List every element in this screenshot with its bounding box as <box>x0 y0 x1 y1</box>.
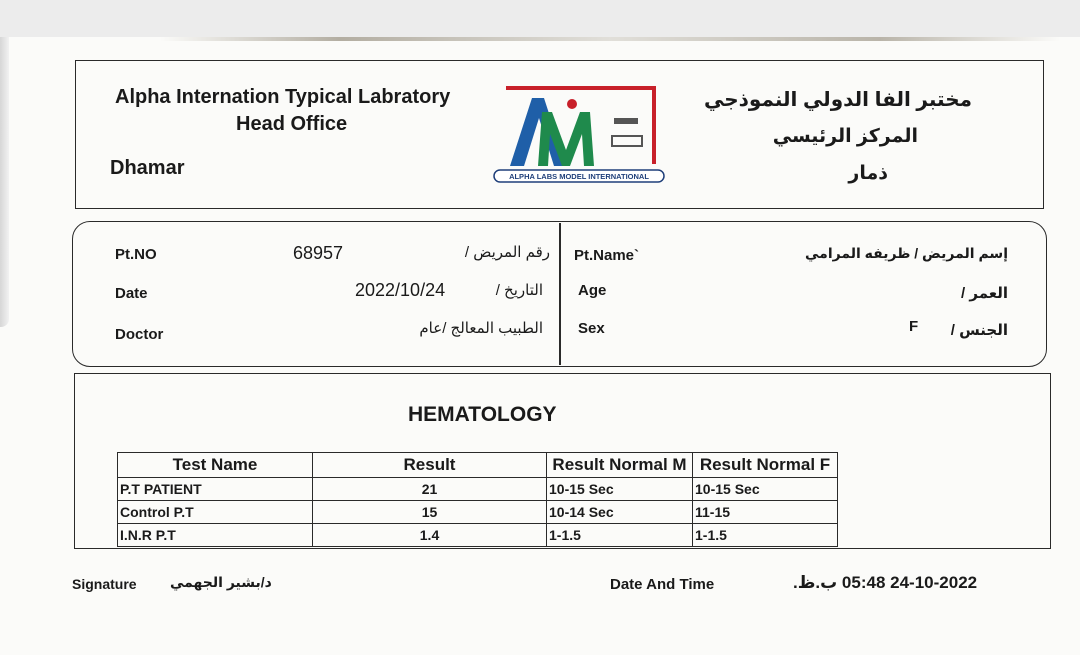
results-table <box>117 452 838 547</box>
cell-normal-m: 10-15 Sec <box>547 478 693 501</box>
col-normal-f: Result Normal F <box>693 453 838 478</box>
age-label-ar: العمر / <box>961 285 1008 302</box>
sex-label: Sex <box>578 320 605 337</box>
head-office-en: Head Office <box>236 113 348 135</box>
ptno-label-ar: رقم المريض / <box>464 244 550 261</box>
sex-value: F <box>909 318 919 335</box>
doctor-label: Doctor <box>115 326 164 343</box>
signature-label: Signature <box>72 576 137 592</box>
head-office-ar: المركز الرئيسي <box>772 126 918 147</box>
lab-name-ar: مختبر الفا الدولي النموذجي <box>704 89 972 111</box>
cell-normal-f: 11-15 <box>693 501 838 524</box>
cell-result: 21 <box>313 478 547 501</box>
viewer-top-bar <box>0 0 1080 37</box>
ptname-value-ar: إسم المريض / ظريفه المرامي <box>805 245 1008 261</box>
table-row <box>118 501 838 524</box>
cell-test-name: P.T PATIENT <box>118 478 313 501</box>
ptname-label: Pt.Name` <box>574 247 640 264</box>
doctor-value-ar: الطبيب المعالج /عام <box>419 320 543 337</box>
logo-banner-text: ALPHA LABS MODEL INTERNATIONAL <box>509 172 649 181</box>
cell-test-name: I.N.R P.T <box>118 524 313 547</box>
city-en: Dhamar <box>110 157 185 179</box>
datetime-label: Date And Time <box>610 576 715 593</box>
ptno-value: 68957 <box>293 243 344 263</box>
cell-normal-m: 10-14 Sec <box>547 501 693 524</box>
col-result: Result <box>313 453 547 478</box>
ptno-label: Pt.NO <box>115 246 157 263</box>
col-test-name: Test Name <box>118 453 313 478</box>
age-label: Age <box>578 282 607 299</box>
viewer-edge-shade <box>0 37 9 327</box>
cell-normal-f: 1-1.5 <box>693 524 838 547</box>
info-divider <box>559 223 561 365</box>
logo-block-1 <box>614 118 638 124</box>
cell-normal-f: 10-15 Sec <box>693 478 838 501</box>
table-row <box>118 478 838 501</box>
logo-right-bar <box>652 86 656 164</box>
datetime-value: 24-10-2022 05:48 ب.ظ. <box>793 573 978 592</box>
logo-block-2 <box>612 136 642 146</box>
cell-result: 15 <box>313 501 547 524</box>
logo-top-bar <box>506 86 656 90</box>
date-label-ar: التاريخ / <box>495 282 543 299</box>
cell-test-name: Control P.T <box>118 501 313 524</box>
logo-dot <box>567 99 577 109</box>
cell-result: 1.4 <box>313 524 547 547</box>
table-row <box>118 524 838 547</box>
logo-letter-m <box>538 112 594 166</box>
date-label: Date <box>115 285 148 302</box>
section-title: HEMATOLOGY <box>408 403 557 426</box>
cell-normal-m: 1-1.5 <box>547 524 693 547</box>
lab-name-en: Alpha Internation Typical Labratory <box>115 86 451 108</box>
sex-label-ar: الجنس / <box>950 322 1008 339</box>
city-ar: ذمار <box>848 163 888 184</box>
signature-value-ar: د/بشير الجهمي <box>170 574 272 590</box>
table-header-row <box>118 453 838 478</box>
alpha-labs-logo-icon <box>492 84 666 186</box>
col-normal-m: Result Normal M <box>547 453 693 478</box>
date-value: 2022/10/24 <box>355 280 446 300</box>
scan-smudge <box>160 37 1060 41</box>
